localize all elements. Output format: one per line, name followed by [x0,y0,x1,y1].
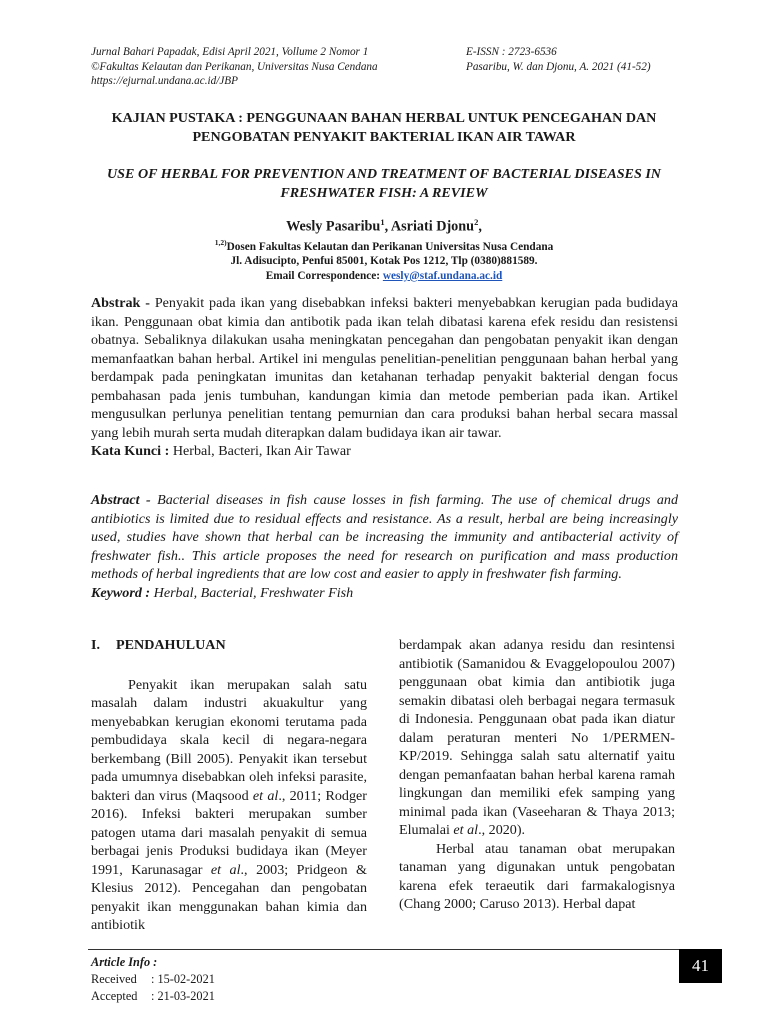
author-block [80,213,688,283]
section-number: I. [91,637,101,653]
body-column-right [399,636,675,914]
paragraph-1-part-c: ., 2003; Pridgeon & Klesius 2012). Pencegahan dan pengobatan penyakit ikan menggunakan bahan kimia dan antibiotik [91,861,367,933]
abstract-id-label: Abstrak - [91,295,155,311]
paragraph-1-part-a: Penyakit ikan merupakan salah satu masalah dalam industri akuakultur yang menyebabkan kerugian ekonomi terutama pada pembudidaya skala kecil di negara-negara berkembang (Bill 2005). Penyakit ikan tersebut pada umumnya disebabkan oleh infeksi parasite, bakteri dan virus (Maqsood [91,676,367,804]
citation-line: Pasaribu, W. dan Djonu, A. 2021 (41-52) [466,60,651,73]
author-names [80,213,688,236]
paragraph-2 [399,636,675,840]
author-1-sup: 1 [380,217,385,227]
email-label: Email Correspondence: [265,269,383,282]
email-link[interactable]: wesly@staf.undana.ac.id [382,269,503,282]
title-english: USE OF HERBAL FOR PREVENTION AND TREATMENT OF BACTERIAL DISEASES IN FRESHWATER FISH: A REVIEW [107,166,661,201]
keywords-id-label: Kata Kunci : [91,443,173,459]
received-label: Received [91,972,137,986]
affiliation-text: Dosen Fakultas Kelautan dan Perikanan Universitas Nusa Cendana [226,240,554,253]
affiliation [80,236,688,254]
title-indonesian: KAJIAN PUSTAKA : PENGGUNAAN BAHAN HERBAL UNTUK PENCEGAHAN DAN PENGOBATAN PENYAKIT BAKTERIAL IKAN AIR TAWAR [111,110,657,145]
received-value: : 15-02-2021 [151,972,215,986]
author-trail: , [478,218,482,235]
abstract-english [91,491,678,602]
journal-header-right [466,45,706,74]
etal-1: et al [252,787,279,804]
paragraph-1 [91,676,367,935]
journal-url[interactable]: https://ejurnal.undana.ac.id/JBP [91,75,238,88]
etal-2: et al [210,861,241,878]
accepted-value: : 21-03-2021 [151,989,215,1003]
author-1: Wesly Pasaribu [286,218,381,235]
article-info [91,954,215,1005]
keywords-en-label: Keyword : [91,584,154,601]
affiliation-sup: 1,2) [214,237,227,247]
footer-rule [88,949,680,950]
section-heading [91,636,367,655]
article-info-title: Article Info : [91,955,158,969]
body-column-left [91,636,367,935]
accepted-label: Accepted [91,989,138,1003]
paragraph-1-part-b: ., 2011; Rodger 2016). Infeksi bakteri merupakan sumber patogen utama dari masalah penyakit di semua berbagai jenis Produksi budidaya ikan (Meyer 1991, Karunasagar [91,787,367,878]
author-2-sup: 2 [474,217,479,227]
journal-name: Jurnal Bahari Papadak, Edisi April 2021, Vollume 2 Nomor 1 [91,46,369,58]
page-number: 41 [679,949,722,983]
paragraph-2-part-b: ., 2020). [478,822,526,838]
received-row [91,971,215,988]
etal-3: et al [453,822,479,838]
abstract-en-text: Bacterial diseases in fish cause losses in fish farming. The use of chemical drugs and antibiotics is limited due to residual effects and resistance. As a result, herbal are being increasingly used, studies have shown that herbal can be increasing the immunity and antibacterial activity of freshwater fish.. This article proposes the need for research on purification and mass production methods of herbal ingredients that are low cost and easier to apply in freshwater fish farming. [91,492,678,582]
journal-copyright: ©Fakultas Kelautan dan Perikanan, Universitas Nusa Cendana [91,60,378,73]
address: Jl. Adisucipto, Penfui 85001, Kotak Pos 1212, Tlp (0380)881589. [230,255,538,268]
keywords-id-text: Herbal, Bacteri, Ikan Air Tawar [172,443,351,459]
section-title: PENDAHULUAN [116,637,226,653]
abstract-indonesian [91,294,678,461]
journal-issn: E-ISSN : 2723-6536 [466,46,557,58]
accepted-row [91,988,215,1005]
author-2: Asriati Djonu [390,218,475,235]
author-separator: , [384,218,391,235]
abstract-en-label: Abstract - [91,492,158,508]
journal-header-left [91,45,441,89]
paragraph-3: Herbal atau tanaman obat merupakan tanaman yang digunakan untuk pengobatan karena efek teraeutik dari farmakalogisnya (Chang 2000; Caruso 2013). Herbal dapat [399,840,675,912]
keywords-en-text: Herbal, Bacterial, Freshwater Fish [153,584,354,601]
paragraph-2-part-a: berdampak akan adanya residu dan resintensi antibiotik (Samanidou & Evaggelopoulou 2007) penggunaan obat kimia dan antibiotik juga semakin dibatasi oleh berbagai negara termasuk di Indonesia. Penggunaan obat pada ikan diatur dalam peraturan menteri No 1/PERMEN-KP/2019. Sehingga salah satu alternatif yaitu dengan pemanfaatan bahan herbal karena ramah lingkungan dan memiliki efek samping yang minimal pada ikan (Vaseeharan & Thaya 2013; Elumalai [399,637,675,838]
keywords-id [91,442,678,461]
abstract-id-text: Penyakit pada ikan yang disebabkan infeksi bakteri menyebabkan kerugian pada budidaya ikan. Penggunaan obat kimia dan antibotik pada ikan telah dibatasi karena efek residu dan resistensi obatnya. Sebaliknya dilakukan usaha meningkatan pencegahan dan pengobatan penyakit ikan dengan memanfaatkan bahan herbal. Artikel ini mengulas penelitian-penelitian penggunaan bahan herbal yang berdampak pada peningkatan imunitas dan ketahanan terhadap penyakit bakterial dengan focus pembahasan pada jenis tumbuhan, kandungan kimia dan metode pemberian pada ikan. Artikel mengusulkan perlunya penelitian tentang pemurnian dan cara produksi bahan herbal secara massal yang lebih murah serta mudah diterapkan dalam budidaya ikan air tawar. [91,295,678,441]
keywords-en [91,584,678,603]
email-line [80,269,688,284]
